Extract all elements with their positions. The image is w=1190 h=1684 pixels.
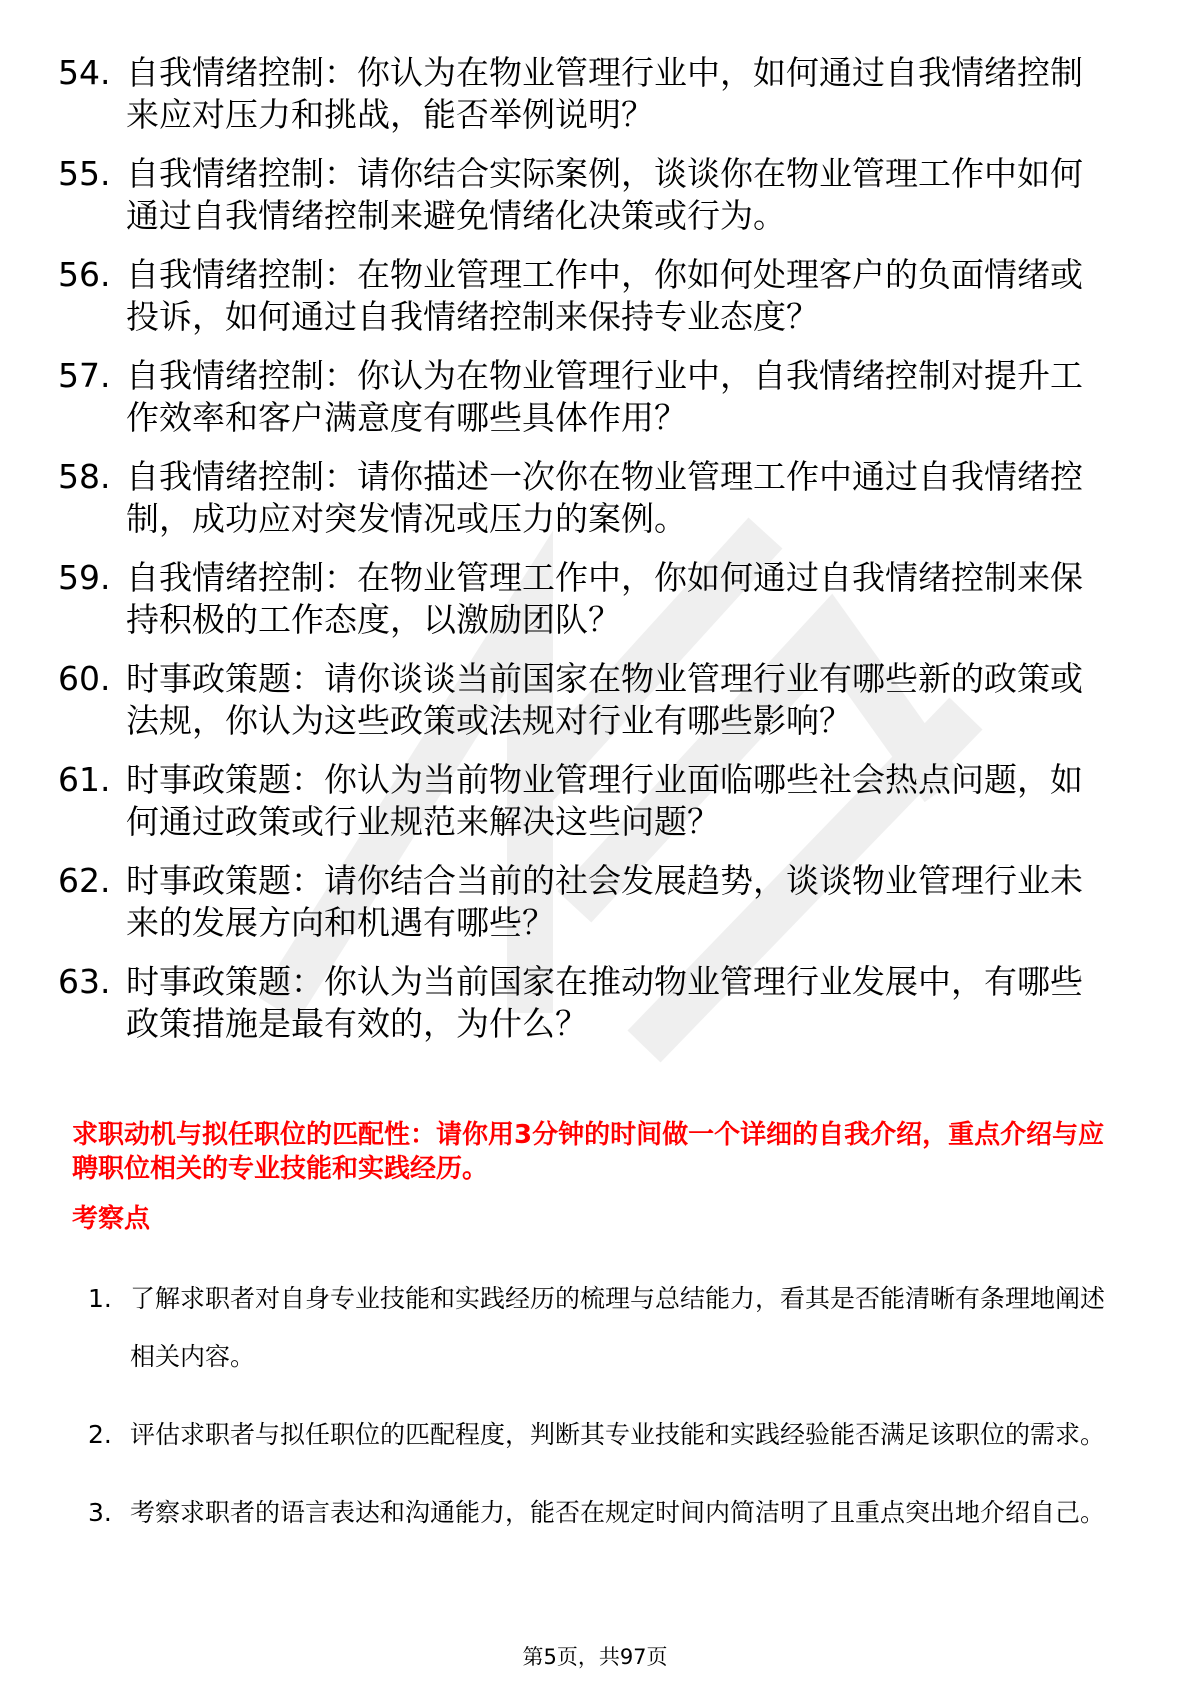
- question-number: 62.: [58, 861, 111, 900]
- question-number: 55.: [58, 154, 111, 193]
- question-number: 60.: [58, 659, 111, 698]
- question-number: 56.: [58, 255, 111, 294]
- question-item: [58, 153, 1118, 237]
- question-text: 自我情绪控制：在物业管理工作中，你如何通过自我情绪控制来保持积极的工作态度，以激励团队？: [126, 558, 1083, 639]
- focus-point-number: 3.: [88, 1498, 112, 1527]
- focus-point-text: 了解求职者对自身专业技能和实践经历的梳理与总结能力，看其是否能清晰有条理地阐述相关内容。: [130, 1284, 1106, 1371]
- focus-points-list: [88, 1270, 1128, 1562]
- focus-point-number: 1.: [88, 1284, 112, 1313]
- question-item: [58, 456, 1118, 540]
- question-text: 时事政策题：你认为当前国家在推动物业管理行业发展中，有哪些政策措施是最有效的，为什么？: [126, 962, 1083, 1043]
- featured-question: 求职动机与拟任职位的匹配性：请你用3分钟的时间做一个详细的自我介绍，重点介绍与应聘职位相关的专业技能和实践经历。: [72, 1120, 1105, 1184]
- question-item: [58, 658, 1118, 742]
- focus-heading: 考察点: [72, 1204, 151, 1234]
- question-number: 63.: [58, 962, 111, 1001]
- question-number: 57.: [58, 356, 111, 395]
- question-item: [58, 557, 1118, 641]
- focus-point-number: 2.: [88, 1420, 112, 1449]
- focus-point: [88, 1270, 1128, 1386]
- question-text: 自我情绪控制：请你结合实际案例，谈谈你在物业管理工作中如何通过自我情绪控制来避免情绪化决策或行为。: [126, 154, 1083, 235]
- question-text: 时事政策题：请你谈谈当前国家在物业管理行业有哪些新的政策或法规，你认为这些政策或法规对行业有哪些影响？: [126, 659, 1083, 740]
- question-text: 自我情绪控制：在物业管理工作中，你如何处理客户的负面情绪或投诉，如何通过自我情绪控制来保持专业态度？: [126, 255, 1083, 336]
- question-item: [58, 759, 1118, 843]
- question-item: [58, 860, 1118, 944]
- question-item: [58, 52, 1118, 136]
- question-item: [58, 254, 1118, 338]
- page-footer: 第5页，共97页: [522, 1645, 668, 1669]
- question-text: 自我情绪控制：你认为在物业管理行业中，自我情绪控制对提升工作效率和客户满意度有哪些具体作用？: [126, 356, 1083, 437]
- question-text: 自我情绪控制：你认为在物业管理行业中，如何通过自我情绪控制来应对压力和挑战，能否举例说明？: [126, 53, 1083, 134]
- question-number: 59.: [58, 558, 111, 597]
- question-list: [58, 52, 1118, 1062]
- focus-point: [88, 1406, 1128, 1464]
- question-number: 58.: [58, 457, 111, 496]
- question-item: [58, 355, 1118, 439]
- question-number: 61.: [58, 760, 111, 799]
- focus-point: [88, 1484, 1128, 1542]
- focus-point-text: 考察求职者的语言表达和沟通能力，能否在规定时间内简洁明了且重点突出地介绍自己。: [130, 1498, 1106, 1527]
- focus-point-text: 评估求职者与拟任职位的匹配程度，判断其专业技能和实践经验能否满足该职位的需求。: [130, 1420, 1106, 1449]
- question-number: 54.: [58, 53, 111, 92]
- question-text: 时事政策题：你认为当前物业管理行业面临哪些社会热点问题，如何通过政策或行业规范来解决这些问题？: [126, 760, 1083, 841]
- question-text: 时事政策题：请你结合当前的社会发展趋势，谈谈物业管理行业未来的发展方向和机遇有哪些？: [126, 861, 1083, 942]
- question-text: 自我情绪控制：请你描述一次你在物业管理工作中通过自我情绪控制，成功应对突发情况或压力的案例。: [126, 457, 1083, 538]
- question-item: [58, 961, 1118, 1045]
